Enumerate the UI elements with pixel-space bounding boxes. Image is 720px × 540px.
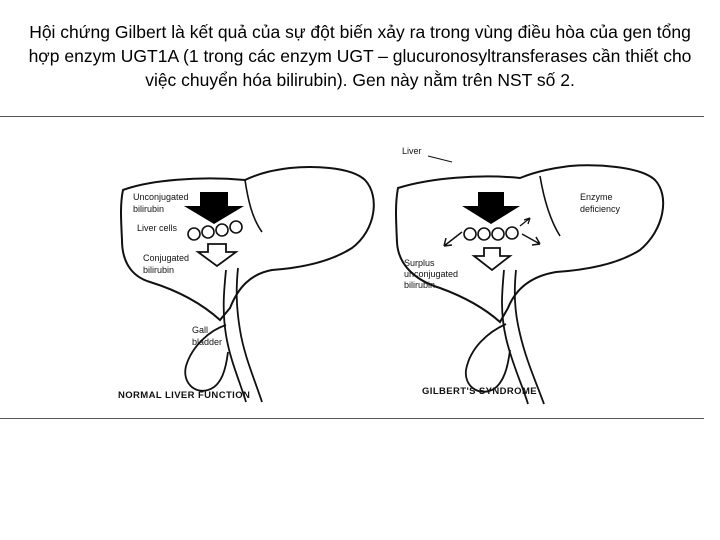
top-divider (0, 116, 704, 117)
normal-label-unconjugated-2: bilirubin (133, 204, 165, 214)
gilbert-gall-bladder (466, 324, 510, 392)
slide-title: Hội chứng Gilbert là kết quả của sự đột biến xảy ra trong vùng điều hòa của gen tổng hợp enzym UGT1A (1 trong các enzym UGT – glucuronosyltransferases cần thiết cho việc chuyển hóa bilirubin). Gen này nằm trên NST số 2. (28, 22, 692, 90)
gilbert-enzyme-row (464, 227, 518, 240)
normal-bile-duct (224, 268, 262, 402)
normal-label-liver-cells: Liver cells (137, 223, 178, 233)
gilbert-liver-pointer (428, 156, 452, 162)
normal-input-arrow (184, 192, 244, 224)
gilbert-bile-duct (502, 270, 544, 404)
gilbert-input-arrow (462, 192, 520, 224)
gilbert-label-enzyme-1: Enzyme (580, 192, 613, 202)
gilbert-label-surplus-3: bilirubin (404, 280, 436, 290)
gilbert-liver-outline (396, 165, 663, 322)
gilbert-label-liver: Liver (402, 146, 422, 156)
normal-liver-lobe-line (245, 180, 262, 232)
normal-label-gall-2: bladder (192, 337, 223, 347)
gilbert-overflow-arrow-right (522, 234, 540, 245)
gilbert-caption: GILBERT'S SYNDROME (422, 386, 538, 397)
normal-label-gall-1: Gall (192, 325, 209, 335)
normal-output-arrow (198, 244, 236, 266)
gilbert-label-surplus-1: Surplus (404, 258, 435, 268)
gilbert-label-surplus-2: unconjugated (404, 269, 459, 279)
liver-diagram-svg (0, 120, 704, 416)
gilbert-label-enzyme-2: deficiency (580, 204, 621, 214)
gilbert-overflow-arrow-left (444, 232, 462, 246)
gilbert-liver-lobe-line (540, 176, 560, 236)
liver-diagram-figure (0, 120, 704, 416)
normal-label-conjugated-1: Conjugated (143, 253, 190, 263)
normal-enzyme-row (188, 221, 242, 240)
normal-caption: NORMAL LIVER FUNCTION (118, 390, 251, 401)
gilbert-overflow-arrow-up (520, 218, 530, 226)
gilbert-output-arrow (474, 248, 510, 270)
normal-label-unconjugated-1: Unconjugated (133, 192, 189, 202)
normal-liver-panel (118, 167, 374, 402)
gilbert-liver-panel (396, 146, 663, 404)
normal-label-conjugated-2: bilirubin (143, 265, 175, 275)
bottom-divider (0, 418, 704, 419)
